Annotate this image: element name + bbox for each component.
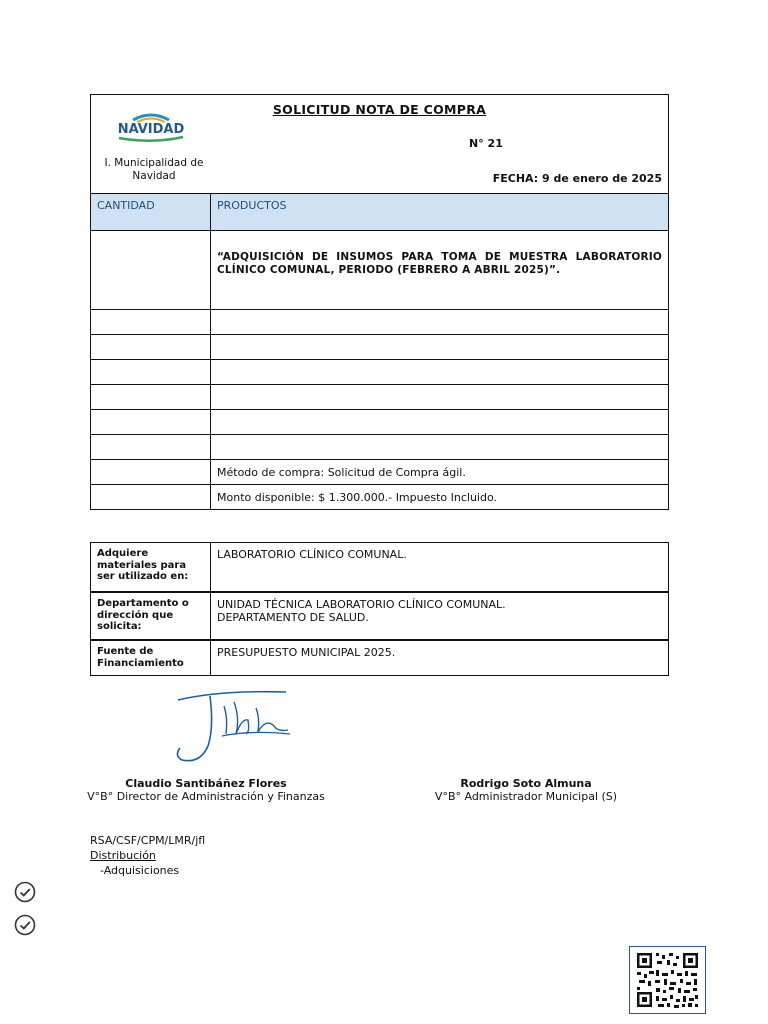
signer-role: V°B° Administrador Municipal (S) [434, 790, 618, 803]
department-value [211, 593, 668, 639]
product-cell [211, 310, 668, 334]
municipality-logo [113, 111, 189, 143]
quantity-cell [91, 485, 211, 509]
quantity-cell [91, 335, 211, 359]
svg-text:NAVIDAD: NAVIDAD [117, 122, 185, 137]
product-cell [211, 435, 668, 459]
quantity-cell [91, 360, 211, 384]
footer-notes [90, 833, 205, 878]
signer-role: V°B° Director de Administración y Finanzas [87, 790, 325, 803]
table-row [91, 335, 668, 360]
municipality-name: I. Municipalidad de Navidad [104, 157, 204, 182]
quantity-cell [91, 410, 211, 434]
handwritten-signature [170, 688, 295, 768]
table-row [91, 385, 668, 410]
reference-initials: RSA/CSF/CPM/LMR/jfl [90, 834, 206, 847]
purchase-request-form [90, 94, 669, 510]
department-value-line: DEPARTAMENTO DE SALUD. [217, 611, 369, 624]
funding-value: PRESUPUESTO MUNICIPAL 2025. [217, 646, 396, 659]
available-amount: Monto disponible: $ 1.300.000.- Impuesto Incluido. [217, 490, 498, 504]
quantity-cell [91, 310, 211, 334]
check-circle-icon [14, 881, 36, 903]
product-cell [211, 410, 668, 434]
quantity-cell [91, 435, 211, 459]
distribution-item: -Adquisiciones [100, 864, 180, 877]
table-row [91, 231, 668, 310]
request-date: FECHA: 9 de enero de 2025 [492, 172, 662, 185]
quantity-cell [91, 460, 211, 484]
department-label: Departamento o dirección que solicita: [91, 593, 211, 639]
table-row [91, 435, 668, 460]
table-row [91, 310, 668, 335]
request-number: N° 21 [469, 137, 503, 150]
product-cell [211, 385, 668, 409]
funding-label: Fuente de Financiamiento [91, 641, 211, 675]
signer-name: Rodrigo Soto Almuna [460, 777, 592, 790]
info-row [91, 543, 668, 593]
distribution-label: Distribución [90, 849, 156, 862]
table-row [91, 485, 668, 509]
acquires-label: Adquiere materiales para ser utilizado en: [91, 543, 211, 591]
column-header-row [91, 194, 668, 231]
info-row [91, 641, 668, 675]
table-row [91, 410, 668, 435]
product-description: “ADQUISICIÓN DE INSUMOS PARA TOMA DE MUESTRA LABORATORIO CLÍNICO COMUNAL, PERIODO (FEBRERO A ABRIL 2025)”. [217, 251, 662, 276]
quantity-cell [91, 231, 211, 309]
table-row [91, 360, 668, 385]
check-circle-icon [14, 914, 36, 936]
quantity-cell [91, 385, 211, 409]
qr-code [629, 946, 706, 1014]
acquires-value: LABORATORIO CLÍNICO COMUNAL. [217, 548, 407, 561]
info-row [91, 593, 668, 641]
document-title: SOLICITUD NOTA DE COMPRA [272, 102, 487, 117]
purchase-method: Método de compra: Solicitud de Compra ágil. [217, 465, 466, 479]
department-value-line: UNIDAD TÉCNICA LABORATORIO CLÍNICO COMUNAL. [217, 598, 506, 611]
signature-block-left [40, 777, 372, 803]
quantity-header: CANTIDAD [91, 194, 211, 230]
signature-block-right [395, 777, 657, 803]
product-cell [211, 335, 668, 359]
form-header [91, 95, 668, 194]
products-header: PRODUCTOS [217, 199, 287, 212]
table-row [91, 460, 668, 485]
product-cell [211, 360, 668, 384]
signer-name: Claudio Santibáñez Flores [125, 777, 287, 790]
request-info-table [90, 542, 669, 676]
